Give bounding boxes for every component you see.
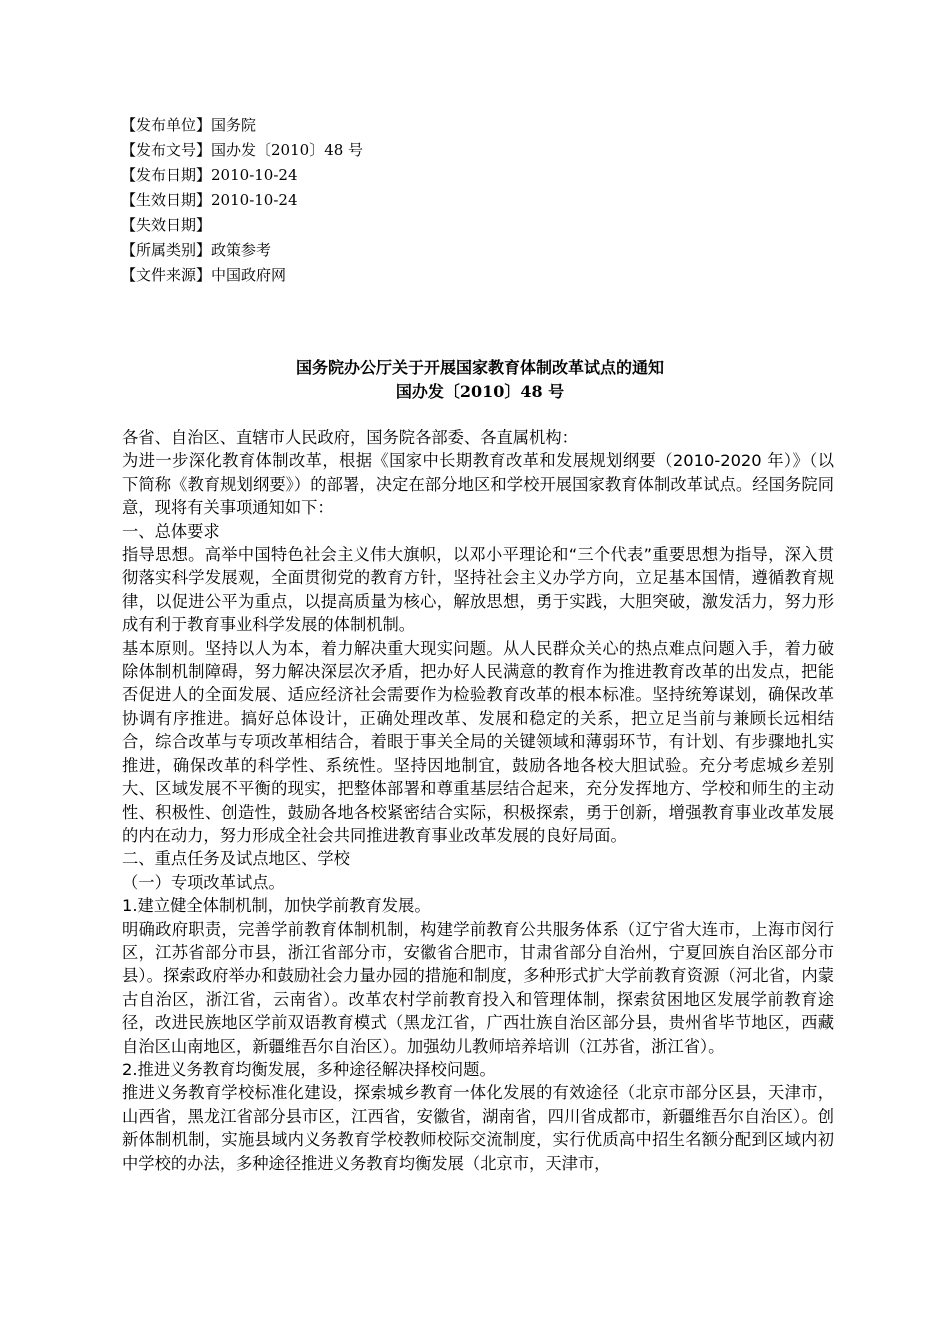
meta-label: 【生效日期】 bbox=[121, 191, 212, 209]
item-paragraph: 推进义务教育学校标准化建设，探索城乡教育一体化发展的有效途径（北京市部分区县，天津市，山西省，黑龙江省部分县市区，江西省，安徽省，湖南省，四川省成都市，新疆维吾尔自治区）。创新体制机制，实施县域内义务教育学校教师校际交流制度，实行优质高中招生名额分配到区域内初中学校的办法，多种途径推进义务教育均衡发展（北京市，天津市， bbox=[122, 1083, 834, 1173]
meta-value: 2010-10-24 bbox=[211, 166, 298, 184]
item-heading: 2.推进义务教育均衡发展，多种途径解决择校问题。 bbox=[122, 1059, 496, 1079]
section-heading: 二、重点任务及试点地区、学校 bbox=[122, 849, 350, 869]
meta-expiry-date bbox=[121, 213, 721, 238]
subsection-heading: （一）专项改革试点。 bbox=[122, 872, 285, 892]
meta-label: 【发布日期】 bbox=[121, 166, 212, 184]
meta-source bbox=[121, 263, 721, 288]
meta-publisher bbox=[121, 113, 721, 138]
meta-label: 【发布文号】 bbox=[121, 141, 212, 159]
document-body bbox=[122, 426, 834, 1175]
meta-label: 【文件来源】 bbox=[121, 266, 212, 284]
meta-value: 政策参考 bbox=[211, 241, 272, 259]
meta-category bbox=[121, 238, 721, 263]
meta-doc-number bbox=[121, 138, 721, 163]
meta-publish-date bbox=[121, 163, 721, 188]
meta-value: 中国政府网 bbox=[211, 266, 287, 284]
basic-principles-paragraph: 基本原则。坚持以人为本，着力解决重大现实问题。从人民群众关心的热点难点问题入手，着力破除体制机制障碍，努力解决深层次矛盾，把办好人民满意的教育作为推进教育改革的出发点，把能否促进人的全面发展、适应经济社会需要作为检验教育改革的根本标准。坚持统筹谋划，确保改革协调有序推进。搞好总体设计，正确处理改革、发展和稳定的关系，把立足当前与兼顾长远相结合，综合改革与专项改革相结合，着眼于事关全局的关键领域和薄弱环节，有计划、有步骤地扎实推进，确保改革的科学性、系统性。坚持因地制宜，鼓励各地各校大胆试验。充分考虑城乡差别大、区域发展不平衡的现实，把整体部署和尊重基层结合起来，充分发挥地方、学校和师生的主动性、积极性、创造性，鼓励各地各校紧密结合实际，积极探索，勇于创新，增强教育事业改革发展的内在动力，努力形成全社会共同推进教育事业改革发展的良好局面。 bbox=[122, 638, 834, 845]
document-title-block bbox=[121, 356, 839, 404]
meta-label: 【所属类别】 bbox=[121, 241, 212, 259]
item-heading: 1.建立健全体制机制，加快学前教育发展。 bbox=[122, 896, 431, 916]
meta-label: 【失效日期】 bbox=[121, 216, 212, 234]
document-title: 国务院办公厅关于开展国家教育体制改革试点的通知 bbox=[295, 358, 664, 377]
metadata-block bbox=[121, 113, 721, 288]
salutation: 各省、自治区、直辖市人民政府，国务院各部委、各直属机构： bbox=[122, 428, 578, 447]
section-heading: 一、总体要求 bbox=[122, 521, 220, 541]
intro-paragraph: 为进一步深化教育体制改革，根据《国家中长期教育改革和发展规划纲要（2010-2020 年）》（以下简称《教育规划纲要》）的部署，决定在部分地区和学校开展国家教育体制改革试点。经国务院同意，现将有关事项通知如下： bbox=[122, 451, 834, 518]
meta-value: 国办发〔2010〕48 号 bbox=[211, 141, 364, 159]
document-number-heading: 国办发〔2010〕48 号 bbox=[395, 382, 565, 401]
guiding-ideology-paragraph: 指导思想。高举中国特色社会主义伟大旗帜，以邓小平理论和“三个代表”重要思想为指导，深入贯彻落实科学发展观，全面贯彻党的教育方针，坚持社会主义办学方向，立足基本国情，遵循教育规律，以促进公平为重点，以提高质量为核心，解放思想，勇于实践，大胆突破，激发活力，努力形成有利于教育事业科学发展的体制机制。 bbox=[122, 545, 834, 635]
meta-effective-date bbox=[121, 188, 721, 213]
meta-label: 【发布单位】 bbox=[121, 116, 212, 134]
meta-value: 2010-10-24 bbox=[211, 191, 298, 209]
item-paragraph: 明确政府职责，完善学前教育体制机制，构建学前教育公共服务体系（辽宁省大连市，上海市闵行区，江苏省部分市县，浙江省部分市，安徽省合肥市，甘肃省部分自治州，宁夏回族自治区部分市县）。探索政府举办和鼓励社会力量办园的措施和制度，多种形式扩大学前教育资源（河北省，内蒙古自治区，浙江省，云南省）。改革农村学前教育投入和管理体制，探索贫困地区发展学前教育途径，改进民族地区学前双语教育模式（黑龙江省，广西壮族自治区部分县，贵州省毕节地区，西藏自治区山南地区，新疆维吾尔自治区）。加强幼儿教师培养培训（江苏省，浙江省）。 bbox=[122, 919, 834, 1056]
meta-value: 国务院 bbox=[211, 116, 257, 134]
